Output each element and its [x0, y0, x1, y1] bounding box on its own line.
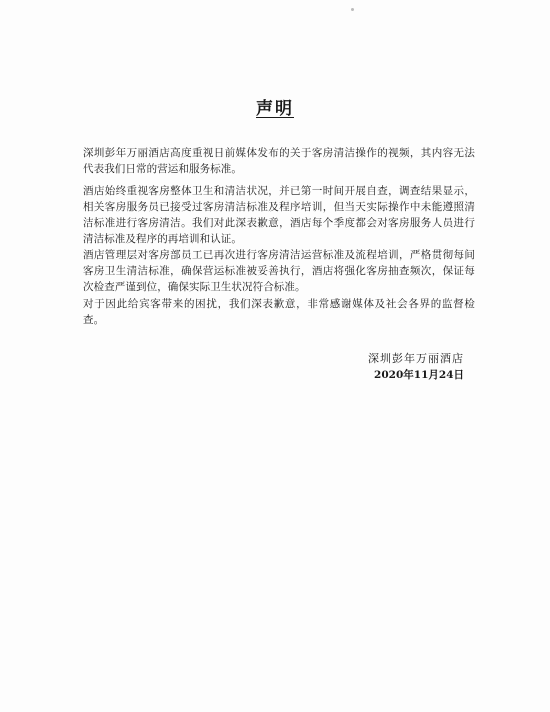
- paragraph-3: 酒店管理层对客房部员工已再次进行客房清洁运营标准及流程培训，严格贯彻每间客房卫生清洁标准，确保营运标准被妥善执行，酒店将强化客房抽查频次，保证每次检查严谨到位，确保实际卫生状况符合标准。: [83, 249, 475, 293]
- paragraph-2: 酒店始终重视客房整体卫生和清洁状况，并已第一时间开展自查，调查结果显示，相关客房服务员已接受过客房清洁标准及程序培训，但当天实际操作中未能遵照清洁标准进行客房清洁。我们对此深表歉意，酒店每个季度都会对客房服务人员进行清洁标准及程序的再培训和认证。: [83, 185, 475, 245]
- signature-name: 深圳彭年万丽酒店: [368, 352, 464, 365]
- paragraph-4: 对于因此给宾客带来的困扰，我们深表歉意，非常感谢媒体及社会各界的监督检查。: [83, 298, 475, 326]
- signature-date: 2020年11月24日: [374, 369, 464, 381]
- scan-speck: [351, 8, 354, 11]
- paragraph-1: 深圳彭年万丽酒店高度重视日前媒体发布的关于客房清洁操作的视频，其内容无法代表我们日常的营运和服务标准。: [83, 147, 475, 175]
- document-title: 声明: [256, 99, 294, 119]
